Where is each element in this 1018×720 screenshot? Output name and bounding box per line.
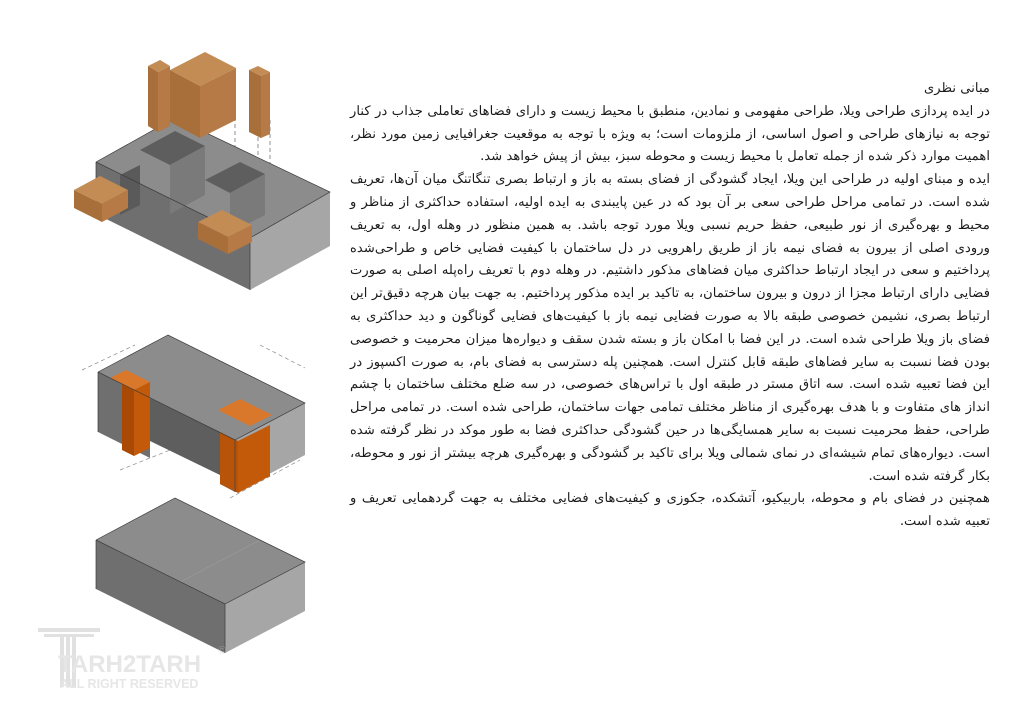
copyright-symbol: ©	[218, 645, 227, 657]
exploded-massing-diagram	[74, 52, 330, 290]
basic-massing-diagram	[96, 498, 305, 653]
wood-volume-tall-right	[249, 66, 270, 138]
circulation-massing-diagram	[82, 335, 305, 498]
massing-diagrams	[0, 0, 340, 720]
paragraph-intro: در ایده پردازی طراحی ویلا، طراحی مفهومی و نمادین، منطبق با محیط زیست و دارای فضاهای تعاملی جذاب در کنار توجه به نیازهای طراحی و اصول اساسی، از ملزومات است؛ به ویژه با توجه به موقعیت جغرافیایی زمین مورد نظر، اهمیت موارد ذکر شده از جمله تعامل با محیط زیست و محوطه سبز، بیش از پیش خواهد شد.	[350, 103, 990, 165]
wood-volume-tall-left	[148, 60, 170, 132]
wood-volume-top	[170, 52, 236, 138]
watermark-brand: TARH2TARH	[58, 651, 202, 678]
theoretical-basis-text	[350, 78, 990, 534]
paragraph-closing: همچنین در فضای بام و محوطه، باربیکیو، آتشکده، جکوزی و کیفیت‌های فضایی مختلف به جهت گردهمایی تعریف و تعبیه شده است.	[350, 491, 990, 530]
watermark-subtitle: ALL RIGHT RESERVED	[60, 677, 199, 691]
paragraph-main: ایده و مبنای اولیه در طراحی این ویلا، ایجاد گشودگی از فضای بسته به باز و ارتباط بصری تنگاتنگ میان آن‌ها، تعریف شده است. در تمامی مراحل طراحی سعی بر آن بود که در عین پایبندی به ایده اولیه، استفاده حداکثری از مناظر و محیط و بهره‌گیری از نور طبیعی، حفظ حریم نسبی ویلا مورد توجه باشد. به همین منظور در وهله اول، به تعریف ورودی اصلی از بیرون به فضای نیمه باز از طریق راهرویی در دل ساختمان با کیفیت فضایی خاص و طراحی‌شده پرداختیم و سعی در ایجاد ارتباط حداکثری میان فضاهای مذکور داشتیم. در وهله دوم با تعریف راه‌پله اصلی به صورت فضایی دارای ارتباط مجزا از درون و بیرون ساختمان، به تاکید بر ایده مذکور پرداختیم. به جهت بیان هرچه دقیق‌تر این ارتباط بصری، نشیمن خصوصی طبقه بالا به صورت فضایی نیمه باز با کیفیت‌های فضایی گوناگون و دید حداکثری به فضای باز ویلا طراحی شده است. در این فضا با امکان باز و بسته شدن سقف و دیواره‌ها میزان محرمیت و خصوصی بودن فضا نسبت به سایر فضاهای طبقه قابل کنترل است. همچنین پله دسترسی به فضای بام، به صورت اکسپوز در این فضا تعبیه شده است. سه اتاق مستر در طبقه اول با تراس‌های خصوصی، در سه ضلع مختلف ساختمان با چشم انداز های متفاوت و با هدف بهره‌گیری از مناظر مختلف تمامی جهات ساختمان، طراحی شده است. در تمامی مراحل طراحی، حفظ محرمیت نسبت به سایر همسایگی‌ها در حین گشودگی حداکثری فضا به طور موکد در نظر گرفته شده است. دیواره‌های تمام شیشه‌ای در نمای شمالی ویلا برای تاکید بر گشودگی و بهره‌گیری هرچه بیشتر از نور و محوطه، بکار گرفته شده است.	[350, 172, 990, 484]
section-title: مبانی نظری	[923, 81, 990, 96]
